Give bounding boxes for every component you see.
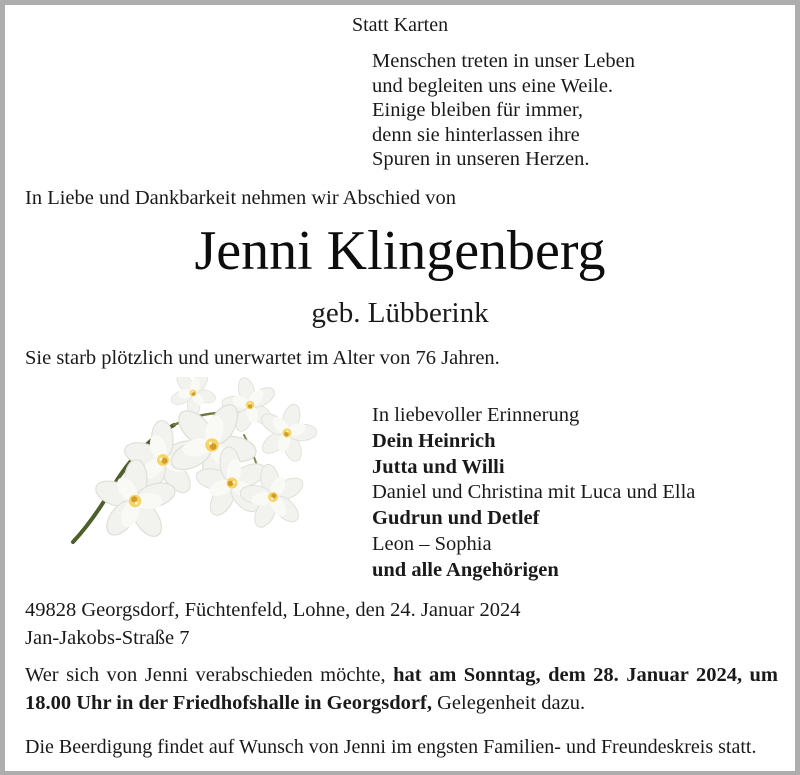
mourner-line: Jutta und Willi bbox=[372, 455, 505, 478]
header-note: Statt Karten bbox=[352, 14, 449, 36]
mourner-line: und alle Angehörigen bbox=[372, 558, 559, 581]
mourner-line: Dein Heinrich bbox=[372, 429, 496, 452]
maiden-name: geb. Lübberink bbox=[311, 297, 489, 329]
poem-line: denn sie hinterlassen ihre bbox=[372, 123, 580, 146]
place-date-line: 49828 Georgsdorf, Füchtenfeld, Lohne, den 24. Januar 2024 bbox=[25, 599, 521, 621]
burial-statement: Die Beerdigung findet auf Wunsch von Jenni im engsten Familien- und Freundeskreis statt. bbox=[25, 736, 757, 758]
farewell-text-regular: Gelegenheit dazu. bbox=[431, 691, 586, 714]
poem-line: und begleiten uns eine Weile. bbox=[372, 74, 614, 97]
orchid-flowers-image bbox=[52, 377, 328, 553]
mourner-line: Daniel und Christina mit Luca und Ella bbox=[372, 481, 696, 504]
street-line: Jan-Jakobs-Straße 7 bbox=[25, 626, 190, 649]
farewell-text-regular: Wer sich von Jenni verabschieden möchte, bbox=[25, 664, 394, 686]
mourner-line: In liebevoller Erinnerung bbox=[372, 404, 580, 426]
intro-line: In Liebe und Dankbarkeit nehmen wir Abschied von bbox=[25, 187, 456, 209]
poem-line: Einige bleiben für immer, bbox=[372, 99, 583, 121]
poem-line: Menschen treten in unser Leben bbox=[372, 50, 635, 72]
mourner-line: Gudrun und Detlef bbox=[372, 507, 540, 530]
poem-line: Spuren in unseren Herzen. bbox=[372, 148, 590, 170]
farewell-text-bold: hat am Sonntag, dem 28. Januar 2024, um 18.00 Uhr in der Friedhofshalle in Georgsdorf, bbox=[25, 664, 779, 714]
address-block bbox=[25, 597, 521, 652]
mourner-line: Leon – Sophia bbox=[372, 532, 492, 555]
deceased-name: Jenni Klingenberg bbox=[194, 220, 606, 282]
mourners-list bbox=[372, 403, 695, 584]
farewell-paragraph bbox=[25, 662, 778, 717]
death-statement: Sie starb plötzlich und unerwartet im Alter von 76 Jahren. bbox=[25, 347, 500, 369]
memorial-poem bbox=[372, 49, 635, 172]
